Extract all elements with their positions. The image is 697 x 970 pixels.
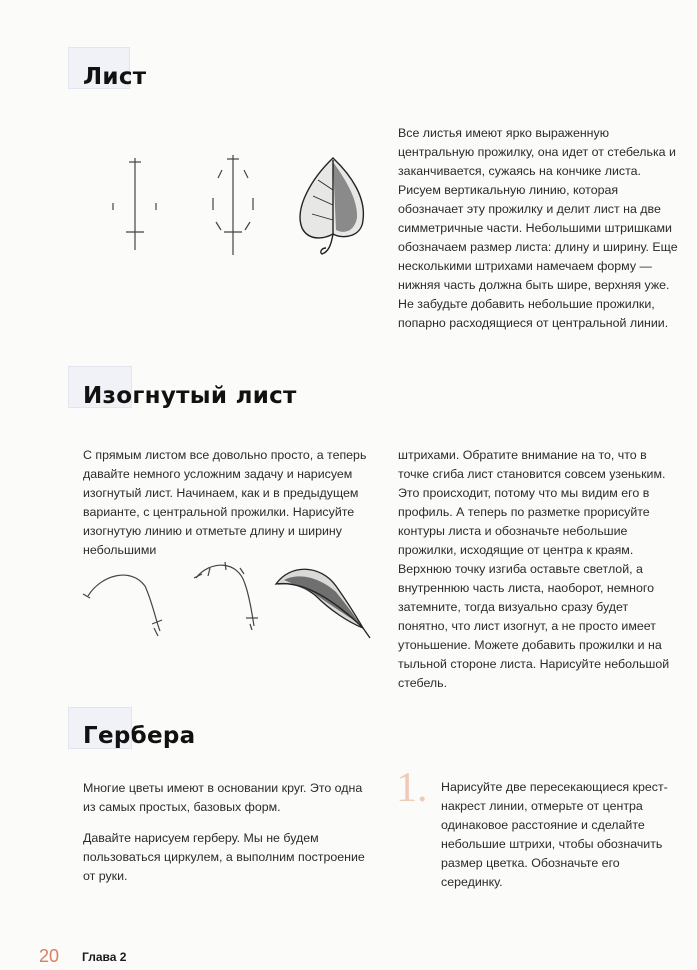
curved-leaf-sketches [80, 556, 380, 646]
section-title-leaf: Лист [83, 64, 147, 90]
curved-leaf-step-2-sketch [194, 562, 258, 630]
step-number-1: 1. [396, 765, 428, 811]
gerbera-intro-paragraph-1: Многие цветы имеют в основании круг. Это одна из самых простых, базовых форм. [83, 781, 363, 814]
curved-leaf-step-3-drawing [276, 569, 370, 638]
section-title-gerbera: Гербера [83, 723, 196, 749]
chapter-label: Глава 2 [82, 950, 127, 964]
leaf-description: Все листья имеют ярко выраженную центральную прожилку, она идет от стебелька и заканчивается, сужаясь на кончике листа. Рисуем вертикальную линию, которая обозначает эту прожилку и делит лист на две симметричные части. Небольшими штришками обозначаем размер листа: длину и ширину. Еще несколькими штрихами намечаем форму — нижняя часть должна быть шире, верхняя уже. Не забудьте добавить небольшие прожилки, попарно расходящиеся от центральной линии. [398, 126, 678, 330]
section-title-curved-leaf: Изогнутый лист [83, 383, 297, 409]
curved-leaf-step-1-sketch [83, 575, 162, 636]
gerbera-intro-paragraph-2: Давайте нарисуем герберу. Мы не будем пользоваться циркулем, а выполним построение от руки. [83, 831, 365, 883]
leaf-step-3-drawing [300, 158, 363, 254]
curved-leaf-text-left: С прямым листом все довольно просто, а теперь давайте немного усложним задачу и нарисуем изогнутый лист. Начинаем, как и в предыдущем варианте, с центральной прожилки. Нарисуйте изогнутую линию и отметьте длину и ширину небольшими [83, 448, 367, 557]
leaf-step-1-sketch [113, 158, 156, 250]
curved-leaf-text-right: штрихами. Обратите внимание на то, что в точке сгиба лист становится совсем узеньким. Это происходит, потому что мы видим его в профиль. А теперь по разметке прорисуйте контуры листа и обозначьте небольшие прожилки, исходящие от центра к краям. Верхнюю точку изгиба оставьте светлой, а внутреннюю часть листа, наоборот, немного затемните, тогда визуально сразу будет понятно, что лист изогнут, а не просто имеет утоньшение. Можете добавить прожилки и на тыльной стороне листа. Нарисуйте небольшой стебель. [398, 448, 670, 690]
page-number: 20 [39, 946, 60, 966]
leaf-step-2-sketch [213, 155, 253, 255]
straight-leaf-sketches [100, 150, 370, 270]
gerbera-step-1-text: Нарисуйте две пересекающиеся крест-накрест линии, отмерьте от центра одинаковое расстояние и сделайте небольшие штрихи, чтобы обозначить размер цветка. Обозначьте его серединку. [441, 780, 668, 889]
